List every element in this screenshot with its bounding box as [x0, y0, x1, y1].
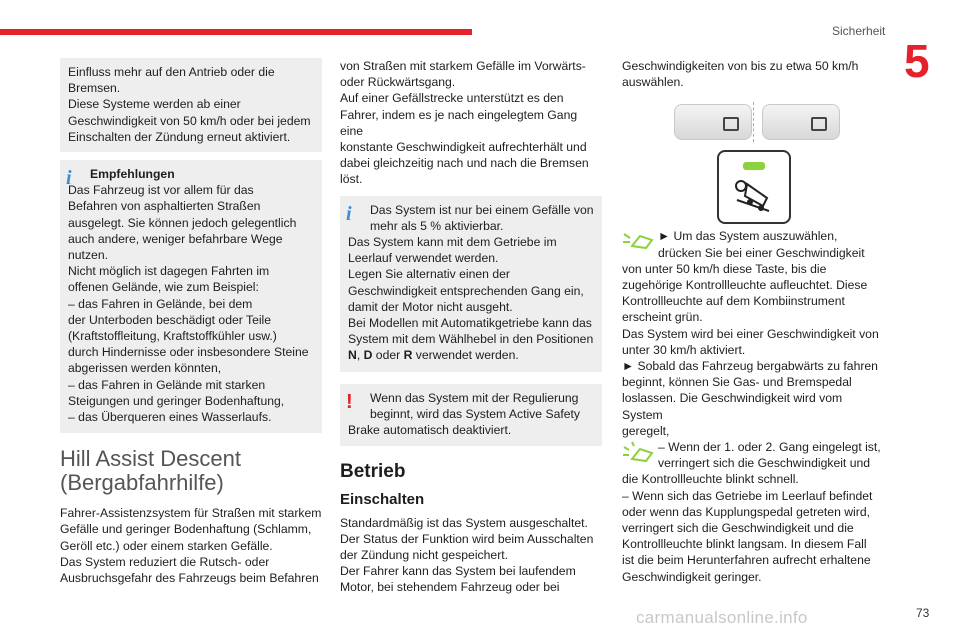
hill-descent-car-icon [733, 178, 773, 212]
info-sep-2: oder [372, 348, 404, 363]
flashing-indicator-icon [622, 230, 656, 250]
info-body [348, 234, 594, 364]
control-illustration [622, 100, 884, 224]
step1-rest: von unter 50 km/h diese Taste, bis die zugehörige Kontrollleuchte aufleuchtet. Diese Kontrollleuchte auf dem Kombiinstrument erscheint grün. Das System wird bei einer Geschwindigkeit von unter 30 km/h aktiviert. ► Sobald das Fahrzeug bergabwärts zu fahren beginnt, können Sie Gas- und Bremspedal loslassen. Die Geschwindigkeit wird vom System geregelt, [622, 261, 879, 438]
warning-rest: Brake automatisch deaktiviert. [348, 423, 512, 438]
column-3 [622, 58, 884, 585]
recommendations-body: Das Fahrzeug ist vor allem für das Befahren von asphaltierten Straßen ausgelegt. Sie können jedoch gelegentlich auch andere, weniger befahrbare Wege nutzen. Nicht möglich ist dagegen Fahrten im offenen Gelände, wie zum Beispiel: – das Fahren in Gelände, bei dem der Unterboden beschädigt oder Teile (Kraftstoffleitung, Kraftstoffkühler usw.) durch Hindernisse oder insbesondere Steine abgerissen werden könnten, – das Fahren in Gelände mit starken Steigungen und geringer Bodenhaftung, – das Überqueren eines Wasserlaufs. [68, 183, 309, 425]
info-icon: i [66, 167, 72, 190]
header-accent-bar [0, 29, 472, 35]
flashing-indicator-icon [622, 441, 656, 463]
info-rest: Das System kann mit dem Getriebe im Leerlauf verwendet werden. Legen Sie alternativ einen der Geschwindigkeit entsprechenden Gang ein, damit der Motor nicht ausgeht. Bei Modellen mit Automatikgetriebe kann das System mit dem Wählhebel in den Positionen [348, 235, 594, 347]
info-end: verwendet werden. [412, 348, 519, 363]
warning-icon: ! [346, 390, 353, 413]
column-2 [340, 58, 602, 596]
betrieb-title: Betrieb [340, 461, 406, 483]
info-first: Das System ist nur bei einem Gefälle von mehr als 5 % aktivierbar. [370, 202, 594, 233]
recommendations-box [60, 160, 322, 433]
section-title: Hill Assist Descent (Bergabfahrhilfe) [60, 446, 241, 496]
info-box [340, 196, 602, 372]
watermark: carmanualsonline.info [636, 608, 808, 627]
step-1 [622, 228, 884, 260]
green-led-icon [743, 162, 765, 170]
gear-n: N [348, 348, 357, 363]
info-sep-1: , [356, 348, 364, 363]
step2-first: – Wenn der 1. oder 2. Gang eingelegt ist, verringert sich die Geschwindigkeit und [658, 440, 881, 471]
einschalten-body: Standardmäßig ist das System ausgeschaltet. Der Status der Funktion wird beim Ausschalten der Zündung nicht gespeichert. Der Fahrer kann das System bei laufendem Motor, bei stehendem Fahrzeug oder bei [340, 515, 594, 595]
intro-box [60, 58, 322, 152]
column-1 [60, 58, 322, 586]
col2-intro: von Straßen mit starkem Gefälle im Vorwärts- oder Rückwärtsgang. Auf einer Gefällstrecke unterstützt es den Fahrer, indem es je nach eingelegtem Gang eine konstante Geschwindigkeit aufrechterhält und dabei gleichzeitig nach und nach die Bremsen löst. [340, 59, 589, 187]
chapter-title: Sicherheit [832, 24, 886, 38]
intro-text: Einfluss mehr auf den Antrieb oder die Bremsen. Diese Systeme werden ab einer Geschwindigkeit von 50 km/h oder bei jedem Einschalten der Zündung erneut aktiviert. [68, 65, 311, 144]
einschalten-title: Einschalten [340, 491, 425, 509]
step-2 [622, 439, 884, 471]
hill-descent-button-icon [717, 150, 791, 224]
section-body: Fahrer-Assistenzsystem für Straßen mit starkem Gefälle und geringer Bodenhaftung (Schlamm, Geröll etc.) oder einem starken Gefälle. Das System reduziert die Rutsch- oder Ausbruchsgefahr des Fahrzeugs beim Befahren [60, 506, 322, 586]
step2-rest: die Kontrollleuchte blinkt schnell. – Wenn sich das Getriebe im Leerlauf befindet oder wenn das Kupplungspedal getreten wird, verringert sich die Geschwindigkeit und die Kontrollleuchte blinkt langsam. In diesem Fall ist die beim Herunterfahren aufrecht erhaltene Geschwindigkeit geringer. [622, 472, 873, 584]
dashboard-left-icon [674, 104, 752, 140]
divider-line [753, 102, 754, 142]
info-icon: i [346, 202, 352, 225]
col3-intro: Geschwindigkeiten von bis zu etwa 50 km/h auswählen. [622, 59, 859, 90]
warning-first: Wenn das System mit der Regulierung beginnt, wird das System Active Safety [370, 390, 580, 421]
page-number: 73 [916, 606, 930, 620]
dashboard-right-icon [762, 104, 840, 140]
recommendations-title: Empfehlungen [90, 167, 175, 182]
step1-first: ► Um das System auszuwählen, drücken Sie bei einer Geschwindigkeit [658, 229, 865, 260]
chapter-number: 5 [904, 35, 930, 87]
warning-box [340, 384, 602, 447]
gear-d: D [363, 348, 373, 363]
gear-r: R [403, 348, 413, 363]
